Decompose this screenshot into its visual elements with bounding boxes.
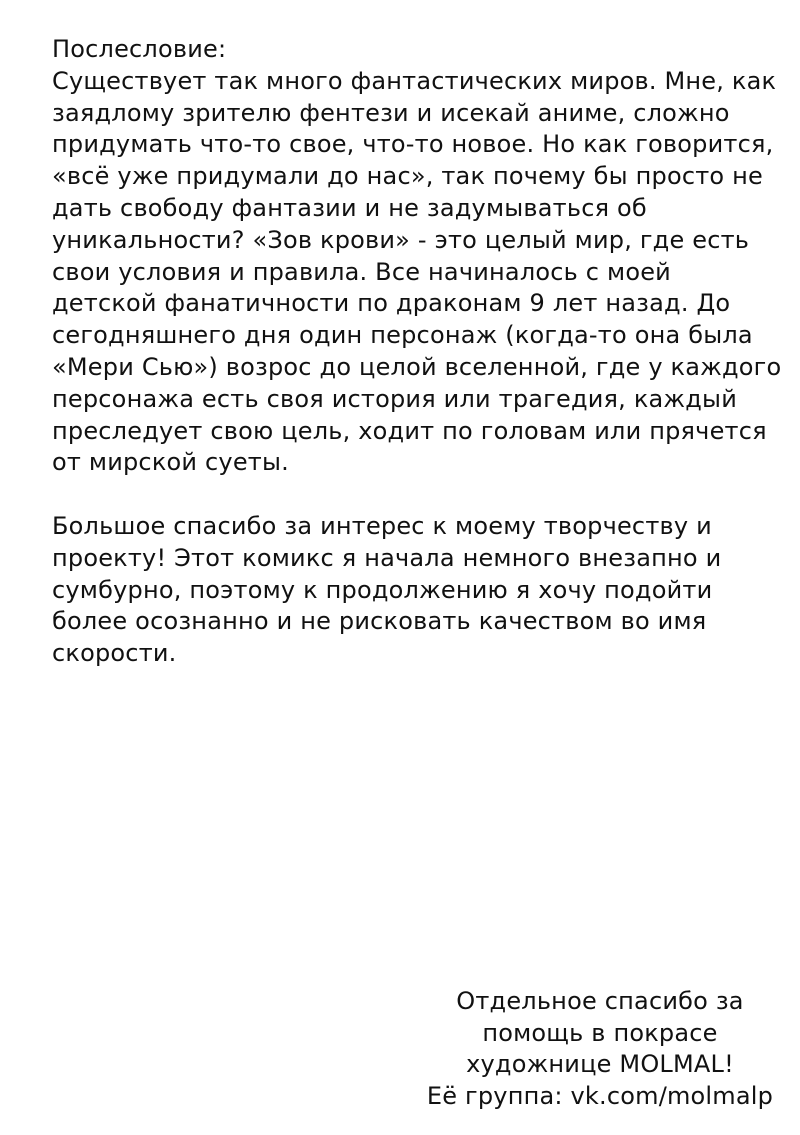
afterword-heading [52,34,767,66]
paragraph-line: сегодняшнего дня один персонаж (когда-то она была [52,321,753,350]
paragraph-line: скорости. [52,639,177,668]
paragraph-line: сумбурно, поэтому к продолжению я хочу подойти [52,575,713,604]
paragraph-line: придумать что-то свое, что-то новое. Но как говорится, [52,130,774,159]
paragraph-line: более осознанно и не рисковать качеством во имя [52,607,707,636]
credits-line: Отдельное спасибо за [456,987,744,1015]
afterword-paragraph-2 [52,511,767,670]
paragraph-line: преследует свою цель, ходит по головам или прячется [52,416,767,445]
paragraph-line: свои условия и правила. Все начиналось с моей [52,257,671,286]
paragraph-line: «всё уже придумали до нас», так почему бы просто не [52,162,763,191]
paragraph-line: от мирской суеты. [52,448,289,477]
paragraph-line: персонажа есть своя история или трагедия, каждый [52,384,737,413]
afterword-text [52,34,782,670]
credits-block [420,986,780,1112]
credits-line: помощь в покрасе [482,1018,718,1047]
paragraph-line: Большое спасибо за интерес к моему творчеству и [52,511,712,540]
paragraph-line: уникальности? «Зов крови» - это целый мир, где есть [52,225,750,254]
paragraph-line: детской фанатичности по драконам 9 лет назад. До [52,289,731,318]
paragraph-line: заядлому зрителю фентези и исекай аниме, сложно [52,98,730,127]
paragraph-line: дать свободу фантазии и не задумываться об [52,193,647,222]
afterword-paragraph-1 [52,66,782,479]
heading-line: Послесловие: [52,35,227,63]
paragraph-line: проекту! Этот комикс я начала немного внезапно и [52,543,722,572]
credits-line: художнице MOLMAL! [466,1050,734,1078]
paragraph-line: «Мери Сью») возрос до целой вселенной, где у каждого [52,352,782,381]
paragraph-line: Существует так много фантастических миров. Мне, как [52,66,777,95]
credits-line: Её группа: vk.com/molmalp [426,1081,774,1110]
